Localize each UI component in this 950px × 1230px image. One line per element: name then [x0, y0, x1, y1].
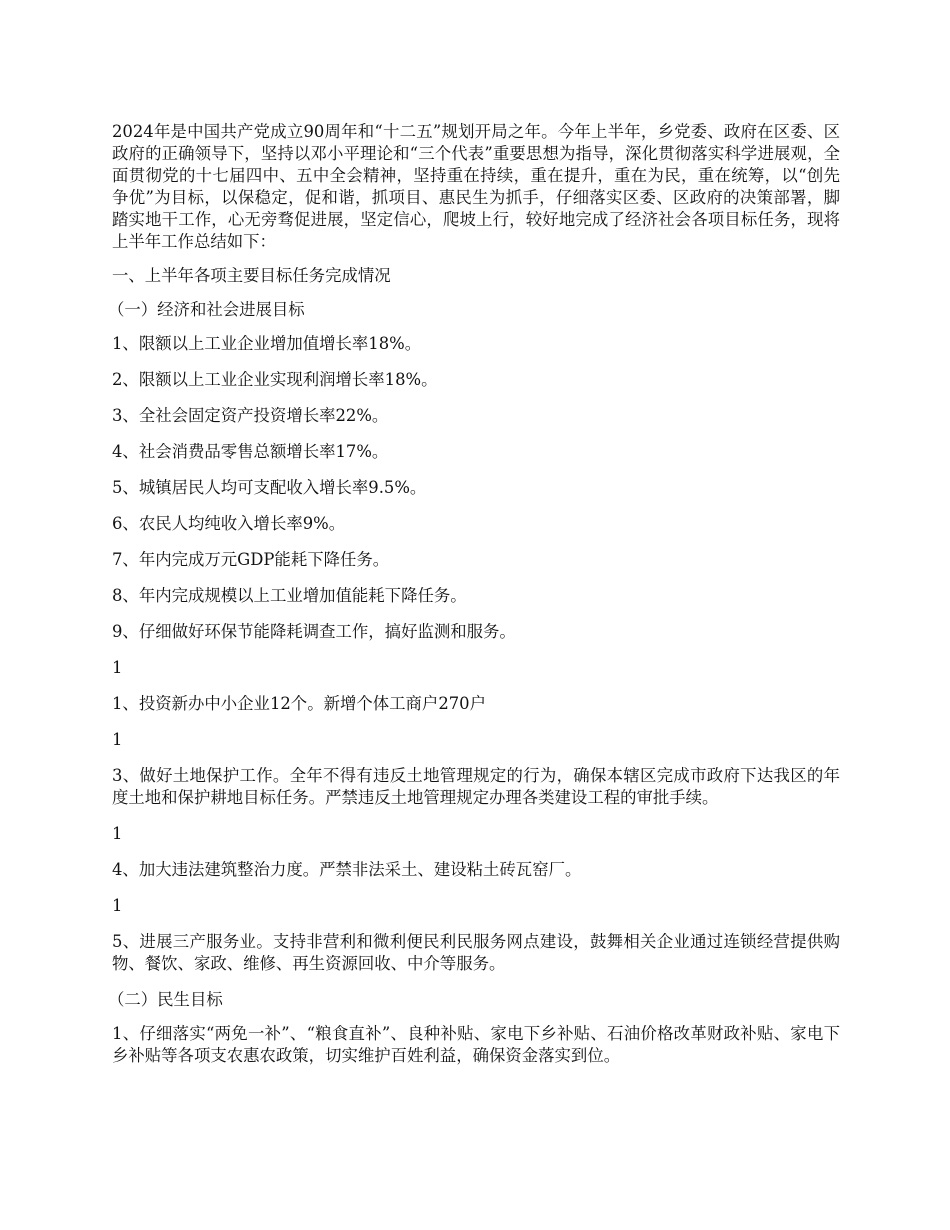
- service-industry-item: 5、进展三产服务业。支持非营利和微利便民利民服务网点建设，鼓舞相关企业通过连锁经营提供购物、餐饮、家政、维修、再生资源回收、中介等服务。: [112, 932, 840, 973]
- subsection-2-title: （二）民生目标: [108, 990, 223, 1009]
- page-marker: 1: [112, 730, 123, 749]
- page-marker: 1: [112, 824, 123, 843]
- document-body: [108, 121, 840, 1081]
- target-item-2: 2、限额以上工业企业实现利润增长率18%。: [112, 370, 438, 389]
- intro-paragraph: 2024年是中国共产党成立90周年和“十二五”规划开局之年。今年上半年，乡党委、政府在区委、区政府的正确领导下，坚持以邓小平理论和“三个代表”重要思想为指导，深化贯彻落实科学进展观，全面贯彻党的十七届四中、五中全会精神，坚持重在持续，重在提升，重在为民，重在统筹，以“创先争优”为目标，以保稳定，促和谐，抓项目、惠民生为抓手，仔细落实区委、区政府的决策部署，脚踏实地干工作，心无旁骛促进展，坚定信心，爬坡上行，较好地完成了经济社会各项目标任务，现将上半年工作总结如下：: [112, 122, 840, 251]
- page-marker: 1: [112, 896, 123, 915]
- land-protection-item: 3、做好土地保护工作。全年不得有违反土地管理规定的行为，确保本辖区完成市政府下达我区的年度土地和保护耕地目标任务。严禁违反土地管理规定办理各类建设工程的审批手续。: [112, 766, 840, 807]
- target-item-3: 3、全社会固定资产投资增长率22%。: [112, 406, 389, 425]
- target-item-5: 5、城镇居民人均可支配收入增长率9.5%。: [112, 478, 427, 497]
- target-item-9: 9、仔细做好环保节能降耗调查工作，搞好监测和服务。: [112, 622, 516, 641]
- target-item-1: 1、限额以上工业企业增加值增长率18%。: [112, 334, 422, 353]
- page-marker: 1: [112, 658, 123, 677]
- illegal-building-item: 4、加大违法建筑整治力度。严禁非法采土、建设粘土砖瓦窑厂。: [112, 860, 582, 879]
- subsection-1-title: （一）经济和社会进展目标: [108, 300, 305, 319]
- invest-item: 1、投资新办中小企业12个。新增个体工商户270户: [112, 694, 486, 713]
- target-item-4: 4、社会消费品零售总额增长率17%。: [112, 442, 389, 461]
- livelihood-item-1: 1、仔细落实“两免一补”、“粮食直补”、良种补贴、家电下乡补贴、石油价格改革财政补贴、家电下乡补贴等各项支农惠农政策，切实维护百姓利益，确保资金落实到位。: [112, 1024, 840, 1065]
- section-1-title: 一、上半年各项主要目标任务完成情况: [112, 266, 391, 285]
- target-item-6: 6、农民人均纯收入增长率9%。: [112, 514, 346, 533]
- target-item-8: 8、年内完成规模以上工业增加值能耗下降任务。: [112, 586, 467, 605]
- target-item-7: 7、年内完成万元GDP能耗下降任务。: [112, 550, 390, 569]
